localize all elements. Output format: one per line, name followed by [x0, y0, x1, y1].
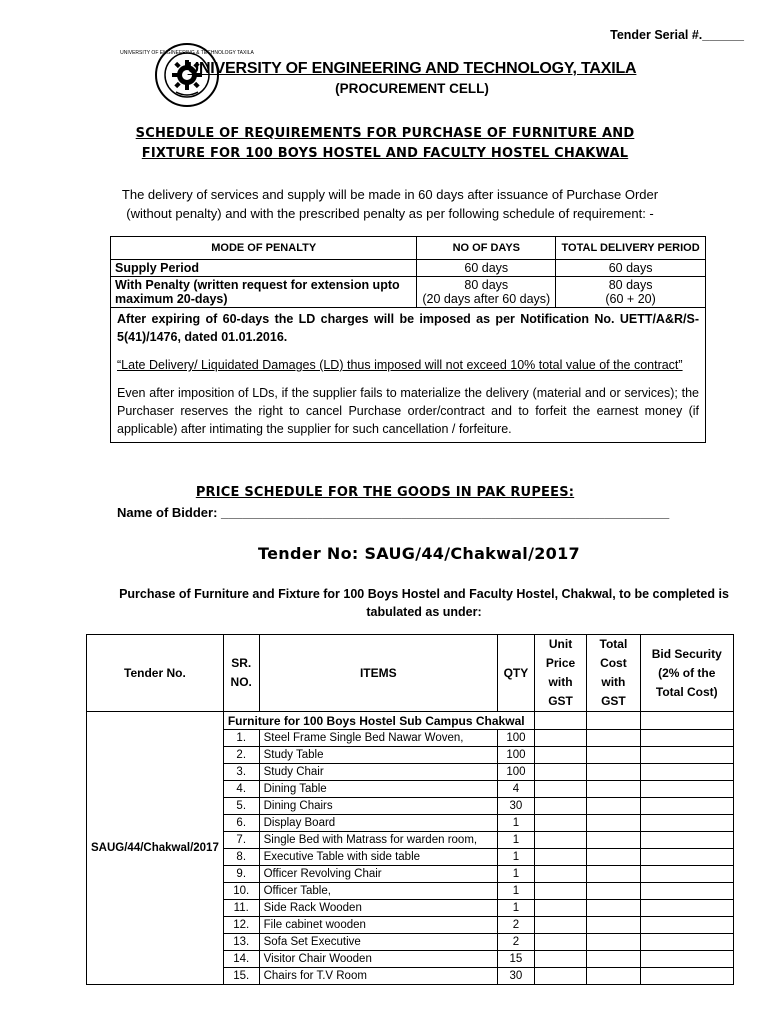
- item-qty: 100: [498, 764, 535, 781]
- tender-number: Tender No: SAUG/44/Chakwal/2017: [258, 544, 580, 563]
- item-bid-security: [640, 866, 733, 883]
- item-bid-security: [640, 968, 733, 985]
- item-name: Study Chair: [259, 764, 497, 781]
- header-tender-no: Tender No.: [87, 635, 224, 712]
- item-unit-price: [534, 951, 586, 968]
- empty-cell: [640, 712, 733, 730]
- item-unit-price: [534, 900, 586, 917]
- item-total-cost: [587, 866, 640, 883]
- item-unit-price: [534, 917, 586, 934]
- header-unit-price: Unit Price with GST: [534, 635, 586, 712]
- item-sr-no: 9.: [223, 866, 259, 883]
- item-unit-price: [534, 866, 586, 883]
- penalty-mode: Supply Period: [111, 260, 417, 277]
- item-qty: 30: [498, 968, 535, 985]
- item-bid-security: [640, 730, 733, 747]
- ld-notification: After expiring of 60-days the LD charges will be imposed as per Notification No. UETT/A&R/S-5(41)/1476, dated 01.01.2016.: [117, 312, 699, 344]
- cancellation-note: Even after imposition of LDs, if the supplier fails to materialize the delivery (material and or services); the Purchaser reserves the right to cancel Purchase order/contract and to forfeit the earnest money (if applicable) after intimating the supplier for such cancellation / forfeiture.: [117, 386, 699, 436]
- item-qty: 15: [498, 951, 535, 968]
- item-bid-security: [640, 832, 733, 849]
- item-total-cost: [587, 764, 640, 781]
- penalty-row: [111, 260, 706, 277]
- header-total: TOTAL DELIVERY PERIOD: [556, 237, 706, 260]
- item-unit-price: [534, 730, 586, 747]
- item-bid-security: [640, 849, 733, 866]
- item-qty: 30: [498, 798, 535, 815]
- item-total-cost: [587, 900, 640, 917]
- item-sr-no: 3.: [223, 764, 259, 781]
- ld-limit-note: “Late Delivery/ Liquidated Damages (LD) thus imposed will not exceed 10% total value of the contract”: [117, 358, 683, 372]
- item-qty: 1: [498, 883, 535, 900]
- header-qty: QTY: [498, 635, 535, 712]
- schedule-title-line1: SCHEDULE OF REQUIREMENTS FOR PURCHASE OF FURNITURE AND: [135, 126, 635, 141]
- penalty-days: 80 days: [464, 278, 509, 292]
- penalty-days-cell: [417, 277, 556, 308]
- items-table: [86, 634, 734, 985]
- item-name: Single Bed with Matrass for warden room,: [259, 832, 497, 849]
- item-bid-security: [640, 781, 733, 798]
- item-bid-security: [640, 951, 733, 968]
- item-bid-security: [640, 900, 733, 917]
- tender-serial: Tender Serial #.______: [610, 28, 744, 42]
- item-name: Executive Table with side table: [259, 849, 497, 866]
- item-total-cost: [587, 951, 640, 968]
- item-unit-price: [534, 798, 586, 815]
- item-sr-no: 6.: [223, 815, 259, 832]
- item-bid-security: [640, 934, 733, 951]
- item-name: Steel Frame Single Bed Nawar Woven,: [259, 730, 497, 747]
- university-name: UNIVERSITY OF ENGINEERING AND TECHNOLOGY, TAXILA: [187, 60, 637, 77]
- item-qty: 2: [498, 917, 535, 934]
- item-name: Officer Table,: [259, 883, 497, 900]
- item-total-cost: [587, 781, 640, 798]
- penalty-table: [110, 236, 706, 443]
- item-bid-security: [640, 798, 733, 815]
- penalty-header-row: [111, 237, 706, 260]
- price-schedule-title: [0, 485, 770, 500]
- item-bid-security: [640, 764, 733, 781]
- item-total-cost: [587, 968, 640, 985]
- item-qty: 100: [498, 730, 535, 747]
- item-bid-security: [640, 883, 733, 900]
- item-sr-no: 13.: [223, 934, 259, 951]
- item-name: Sofa Set Executive: [259, 934, 497, 951]
- item-unit-price: [534, 764, 586, 781]
- item-total-cost: [587, 798, 640, 815]
- schedule-title-line2: FIXTURE FOR 100 BOYS HOSTEL AND FACULTY HOSTEL CHAKWAL: [141, 146, 629, 161]
- item-sr-no: 2.: [223, 747, 259, 764]
- item-unit-price: [534, 968, 586, 985]
- item-qty: 1: [498, 900, 535, 917]
- item-qty: 1: [498, 832, 535, 849]
- item-name: Study Table: [259, 747, 497, 764]
- item-qty: 4: [498, 781, 535, 798]
- item-sr-no: 15.: [223, 968, 259, 985]
- item-name: Visitor Chair Wooden: [259, 951, 497, 968]
- bidder-name-field: Name of Bidder: ______________________________________________________________: [117, 505, 670, 520]
- item-unit-price: [534, 747, 586, 764]
- header-total-cost: Total Cost with GST: [587, 635, 640, 712]
- item-bid-security: [640, 747, 733, 764]
- item-sr-no: 4.: [223, 781, 259, 798]
- item-qty: 1: [498, 849, 535, 866]
- header-sr-no: SR. NO.: [223, 635, 259, 712]
- penalty-days-note: (20 days after 60 days): [422, 292, 551, 306]
- item-total-cost: [587, 917, 640, 934]
- item-bid-security: [640, 815, 733, 832]
- item-name: Officer Revolving Chair: [259, 866, 497, 883]
- item-sr-no: 5.: [223, 798, 259, 815]
- penalty-total: 80 days: [608, 278, 653, 292]
- item-bid-security: [640, 917, 733, 934]
- penalty-days: 60 days: [417, 260, 556, 277]
- item-name: File cabinet wooden: [259, 917, 497, 934]
- item-sr-no: 12.: [223, 917, 259, 934]
- item-qty: 100: [498, 747, 535, 764]
- item-unit-price: [534, 781, 586, 798]
- item-total-cost: [587, 815, 640, 832]
- penalty-total-note: (60 + 20): [605, 292, 656, 306]
- item-unit-price: [534, 832, 586, 849]
- item-name: Display Board: [259, 815, 497, 832]
- item-name: Chairs for T.V Room: [259, 968, 497, 985]
- penalty-mode: With Penalty (written request for extension upto maximum 20-days): [111, 277, 417, 308]
- item-total-cost: [587, 883, 640, 900]
- item-name: Dining Chairs: [259, 798, 497, 815]
- tender-no-cell: SAUG/44/Chakwal/2017: [87, 712, 224, 985]
- item-qty: 1: [498, 815, 535, 832]
- penalty-total: 60 days: [556, 260, 706, 277]
- item-total-cost: [587, 934, 640, 951]
- header-days: NO OF DAYS: [417, 237, 556, 260]
- item-qty: 1: [498, 866, 535, 883]
- penalty-row: [111, 277, 706, 308]
- item-sr-no: 11.: [223, 900, 259, 917]
- item-sr-no: 7.: [223, 832, 259, 849]
- item-sr-no: 14.: [223, 951, 259, 968]
- penalty-notes: [111, 308, 706, 443]
- items-header-row: [87, 635, 734, 712]
- item-total-cost: [587, 730, 640, 747]
- group-title: Furniture for 100 Boys Hostel Sub Campus Chakwal: [223, 712, 534, 730]
- empty-cell: [534, 712, 586, 730]
- header-items: ITEMS: [259, 635, 497, 712]
- header-bid-security: Bid Security (2% of the Total Cost): [640, 635, 733, 712]
- item-sr-no: 8.: [223, 849, 259, 866]
- item-sr-no: 1.: [223, 730, 259, 747]
- item-total-cost: [587, 832, 640, 849]
- procurement-cell: (PROCUREMENT CELL): [335, 81, 489, 96]
- item-unit-price: [534, 934, 586, 951]
- group-row: [87, 712, 734, 730]
- delivery-text: The delivery of services and supply will be made in 60 days after issuance of Purchase Order (without penalty) and with the prescribed penalty as per following schedule of requirement: -: [121, 187, 659, 221]
- item-unit-price: [534, 883, 586, 900]
- item-qty: 2: [498, 934, 535, 951]
- item-total-cost: [587, 849, 640, 866]
- item-sr-no: 10.: [223, 883, 259, 900]
- purchase-description: Purchase of Furniture and Fixture for 100 Boys Hostel and Faculty Hostel, Chakwal, to be completed is tabulated as under:: [119, 587, 729, 619]
- item-unit-price: [534, 815, 586, 832]
- item-total-cost: [587, 747, 640, 764]
- header-mode: MODE OF PENALTY: [111, 237, 417, 260]
- item-name: Dining Table: [259, 781, 497, 798]
- logo-text: UNIVERSITY OF ENGINEERING & TECHNOLOGY TAXILA: [120, 50, 254, 56]
- item-unit-price: [534, 849, 586, 866]
- price-schedule-title-text: PRICE SCHEDULE FOR THE GOODS IN PAK RUPEES:: [195, 485, 575, 500]
- item-name: Side Rack Wooden: [259, 900, 497, 917]
- empty-cell: [587, 712, 640, 730]
- schedule-title: [100, 124, 670, 164]
- penalty-total-cell: [556, 277, 706, 308]
